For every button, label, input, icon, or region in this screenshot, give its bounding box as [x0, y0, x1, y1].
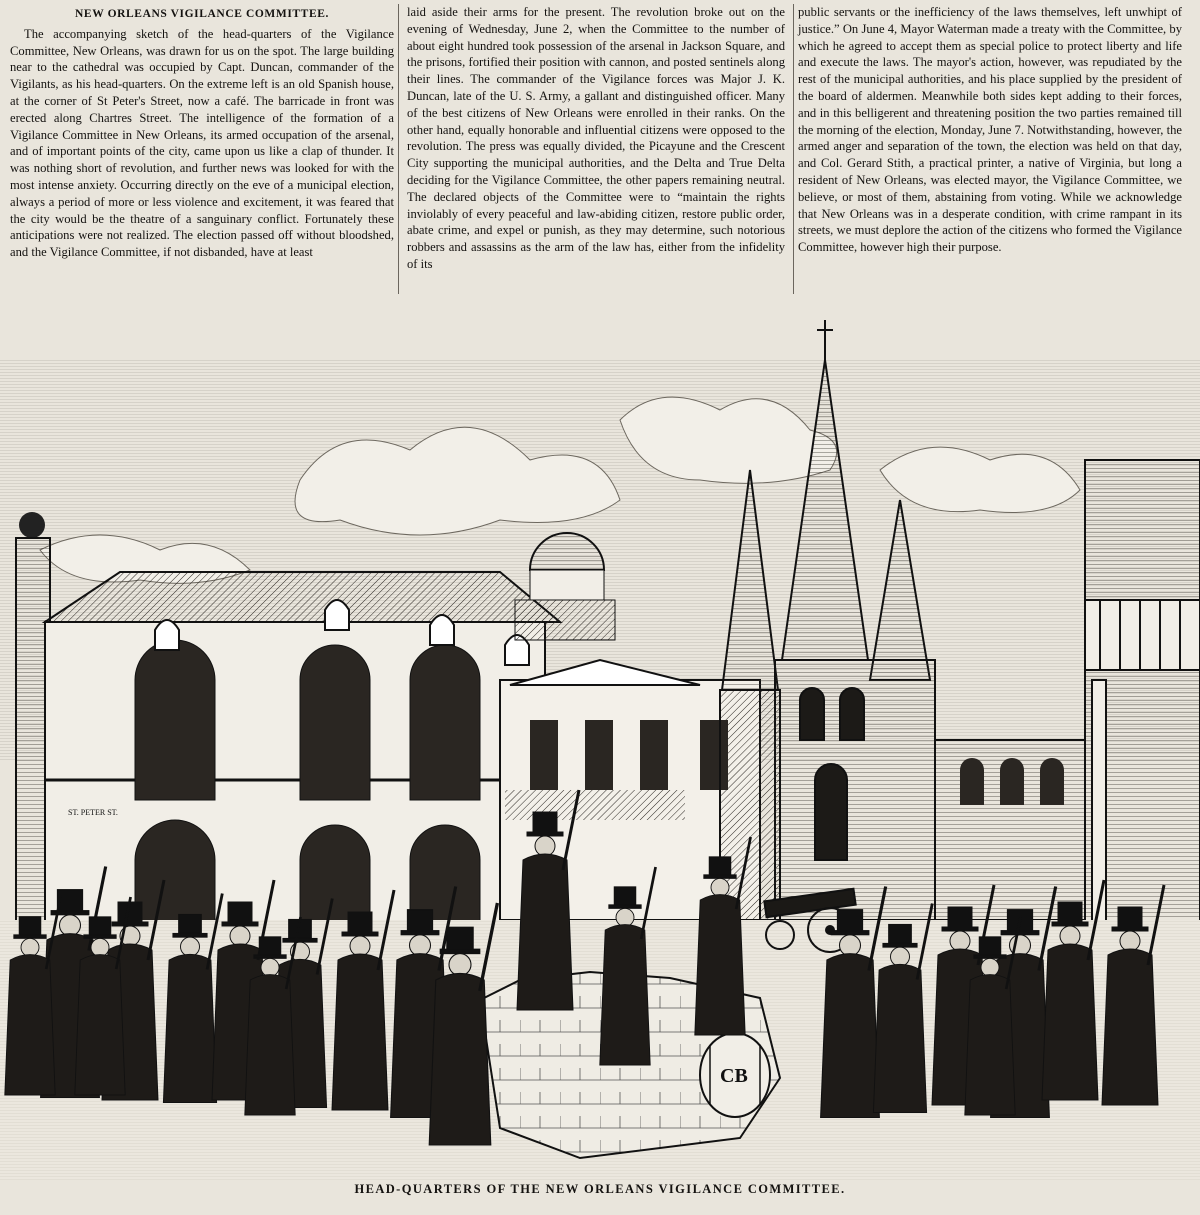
barrel-mark: CB — [720, 1065, 748, 1087]
right-building — [935, 740, 1085, 920]
article-column-3 — [794, 4, 1186, 294]
article-column-1 — [6, 4, 398, 294]
article-paragraph-1: The accompanying sketch of the head-quarters of the Vigilance Committee, New Orleans, was drawn for us on the spot. The large building near to the cathedral was occupied by Capt. Duncan, commander of the Vigilants, as his head-quarters. On the extreme left is an old Spanish house, at the corner of St Peter's Street, now a café. The barricade in front was erected along Chartres Street. The intelligence of the formation of a Vigilance Committee in New Orleans, its armed occupation of the arsenal, and of important points of the city, came upon us like a clap of thunder. It was nothing short of revolution, and further news was looked for with the most intense anxiety. Occurring directly on the eve of a municipal election, always a period of more or less violence and excitement, it was feared that the city would be the theatre of a sanguinary conflict. Fortunately these anticipations were not realized. The election passed off without bloodshed, and the Vigilance Committee, if not disbanded, have at least — [10, 26, 394, 260]
engraving-illustration — [0, 300, 1200, 1180]
article-paragraph-2: laid aside their arms for the present. The revolution broke out on the evening of Wednesday, June 2, when the Committee to the number of about eight hundred took possession of the arsenal in Jackson Square, and the prisons, fortified their position with cannon, and posted sentinels along their lines. The commander of the Vigilance forces was Major J. K. Duncan, late of the U. S. Army, a gallant and distinguished officer. Many of the best citizens of New Orleans were enrolled in their ranks. On the other hand, equally honorable and influential citizens were opposed to the revolution. The press was equally divided, the Picayune and the Crescent City supporting the municipal authorities, and the Delta and True Delta deciding for the Vigilance Committee, the other papers remaining neutral. The declared objects of the Committee were to “maintain the rights inviolably of every peaceful and law-abiding citizen, restore public order, abate crime, and expel or punish, as they may determine, such notorious robbers and assassins as the arm of the law has, either from the infidelity of its — [407, 5, 785, 271]
article-headline: NEW ORLEANS VIGILANCE COMMITTEE. — [75, 8, 329, 20]
article-columns — [6, 4, 1194, 294]
article-paragraph-3: public servants or the inefficiency of the laws themselves, left unwhipt of justice.” On June 4, Mayor Waterman made a treaty with the Committee, by which he agreed to accept them as special police to protect liberty and life and execute the laws. The mayor's action, however, was repudiated by the rest of the municipal authorities, and his place supplied by the president of the board of aldermen. Meanwhile both sides kept adding to their forces, and in this belligerent and threatening position the two parties remained till the morning of the election, Monday, June 7. Notwithstanding, however, the armed anger and separation of the town, the election was held on that day, and Col. Gerard Stith, a practical printer, a native of Virginia, but long a resident of New Orleans, was elected mayor, the Vigilance Committee, we believe, or most of them, abstaining from voting. While we acknowledge that New Orleans was in a desperate condition, with crime rampant in its streets, we must deplore the action of the citizens who formed the Vigilance Committee, however high their purpose. — [798, 5, 1182, 255]
illustration-caption: HEAD-QUARTERS OF THE NEW ORLEANS VIGILANCE COMMITTEE. — [354, 1182, 846, 1196]
street-sign: ST. PETER ST. — [68, 808, 118, 817]
barrel — [700, 1033, 770, 1117]
headquarters-building — [45, 572, 560, 940]
article-column-2 — [398, 4, 794, 294]
